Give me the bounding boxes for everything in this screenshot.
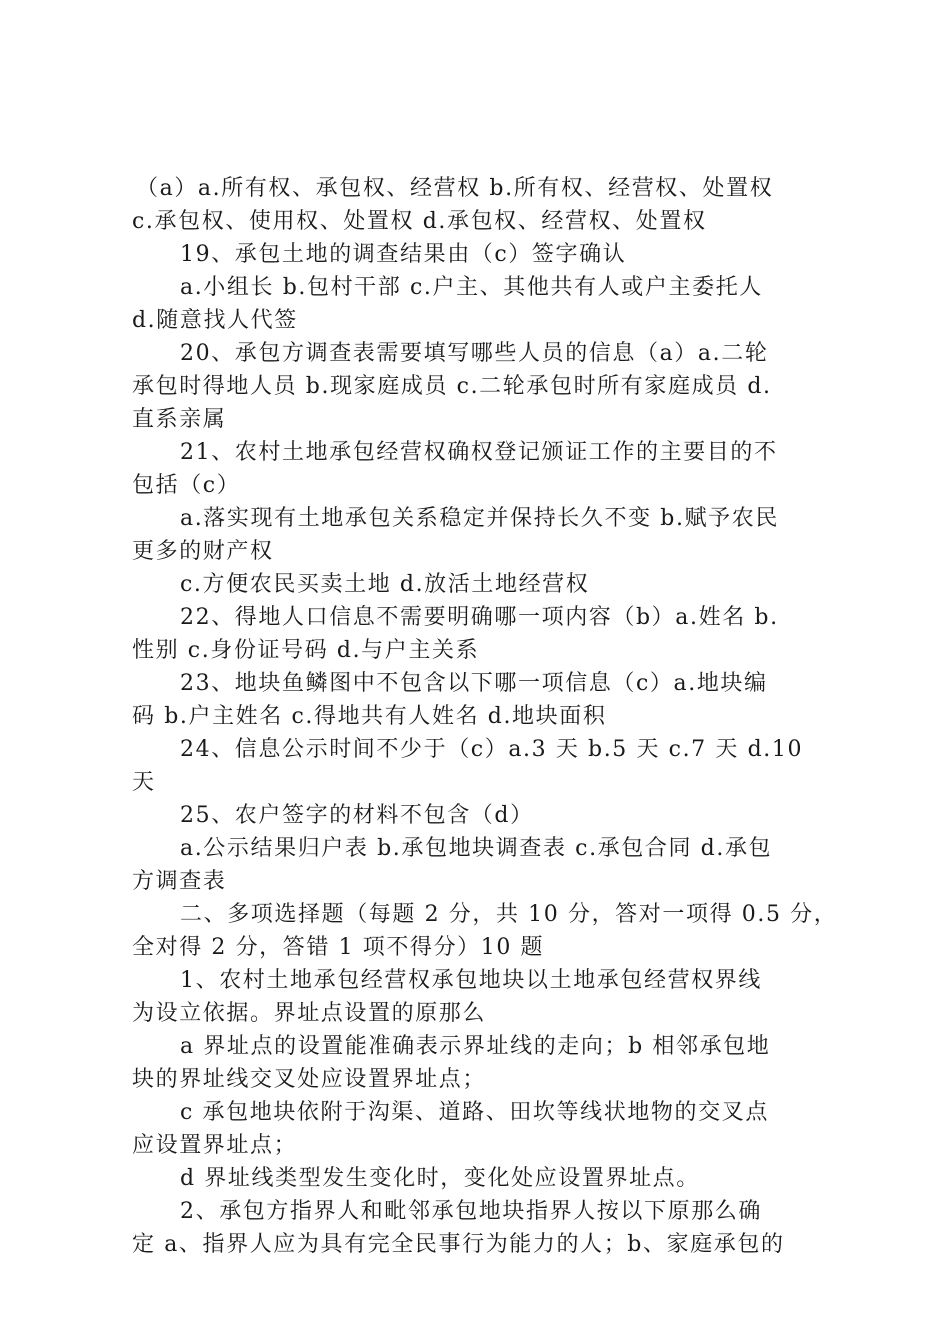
text-line: c 承包地块依附于沟渠、道路、田坎等线状地物的交叉点 bbox=[180, 1100, 769, 1125]
text-line: c.方便农民买卖土地 d.放活土地经营权 bbox=[180, 572, 590, 597]
document-body bbox=[132, 172, 838, 1261]
text-line: d 界址线类型发生变化时，变化处应设置界址点。 bbox=[180, 1166, 700, 1191]
text-line: 直系亲属 bbox=[132, 407, 227, 432]
text-line: 应设置界址点； bbox=[132, 1133, 298, 1158]
text-line: 1、农村土地承包经营权承包地块以土地承包经营权界线 bbox=[180, 968, 762, 993]
text-line: 24、信息公示时间不少于（c）a.3 天 b.5 天 c.7 天 d.10 bbox=[180, 737, 804, 762]
text-line: 21、农村土地承包经营权确权登记颁证工作的主要目的不 bbox=[180, 440, 778, 465]
text-line: 码 b.户主姓名 c.得地共有人姓名 d.地块面积 bbox=[132, 704, 607, 729]
text-line: 承包时得地人员 b.现家庭成员 c.二轮承包时所有家庭成员 d. bbox=[132, 374, 772, 399]
text-line: 定 a、指界人应为具有完全民事行为能力的人；b、家庭承包的 bbox=[132, 1232, 785, 1257]
text-line: 23、地块鱼鳞图中不包含以下哪一项信息（c）a.地块编 bbox=[180, 671, 768, 696]
text-line: 19、承包土地的调查结果由（c）签字确认 bbox=[180, 242, 627, 267]
text-line: a.公示结果归户表 b.承包地块调查表 c.承包合同 d.承包 bbox=[180, 836, 773, 861]
text-line: 包括（c） bbox=[132, 473, 241, 498]
text-line: a.落实现有土地承包关系稳定并保持长久不变 b.赋予农民 bbox=[180, 506, 779, 531]
text-line: 为设立依据。界址点设置的原那么 bbox=[132, 1001, 487, 1026]
text-line: 天 bbox=[132, 770, 156, 795]
text-line: 22、得地人口信息不需要明确哪一项内容（b）a.姓名 b. bbox=[180, 605, 779, 630]
text-line: 性别 c.身份证号码 d.与户主关系 bbox=[132, 638, 480, 663]
text-line: 更多的财产权 bbox=[132, 539, 274, 564]
text-line: （a）a.所有权、承包权、经营权 b.所有权、经营权、处置权 bbox=[136, 176, 774, 201]
text-line: 方调查表 bbox=[132, 869, 227, 894]
text-line: 2、承包方指界人和毗邻承包地块指界人按以下原那么确 bbox=[180, 1199, 762, 1224]
text-line: a.小组长 b.包村干部 c.户主、其他共有人或户主委托人 bbox=[180, 275, 763, 300]
text-line: 二、多项选择题（每题 2 分，共 10 分，答对一项得 0.5 分， bbox=[180, 902, 838, 927]
text-line: c.承包权、使用权、处置权 d.承包权、经营权、处置权 bbox=[132, 209, 707, 234]
text-line: 20、承包方调查表需要填写哪些人员的信息（a）a.二轮 bbox=[180, 341, 769, 366]
text-line: 全对得 2 分，答错 1 项不得分）10 题 bbox=[132, 935, 545, 960]
text-line: a 界址点的设置能准确表示界址线的走向；b 相邻承包地 bbox=[180, 1034, 771, 1059]
text-line: d.随意找人代签 bbox=[132, 308, 298, 333]
text-line: 块的界址线交叉处应设置界址点； bbox=[132, 1067, 487, 1092]
text-line: 25、农户签字的材料不包含（d） bbox=[180, 803, 534, 828]
